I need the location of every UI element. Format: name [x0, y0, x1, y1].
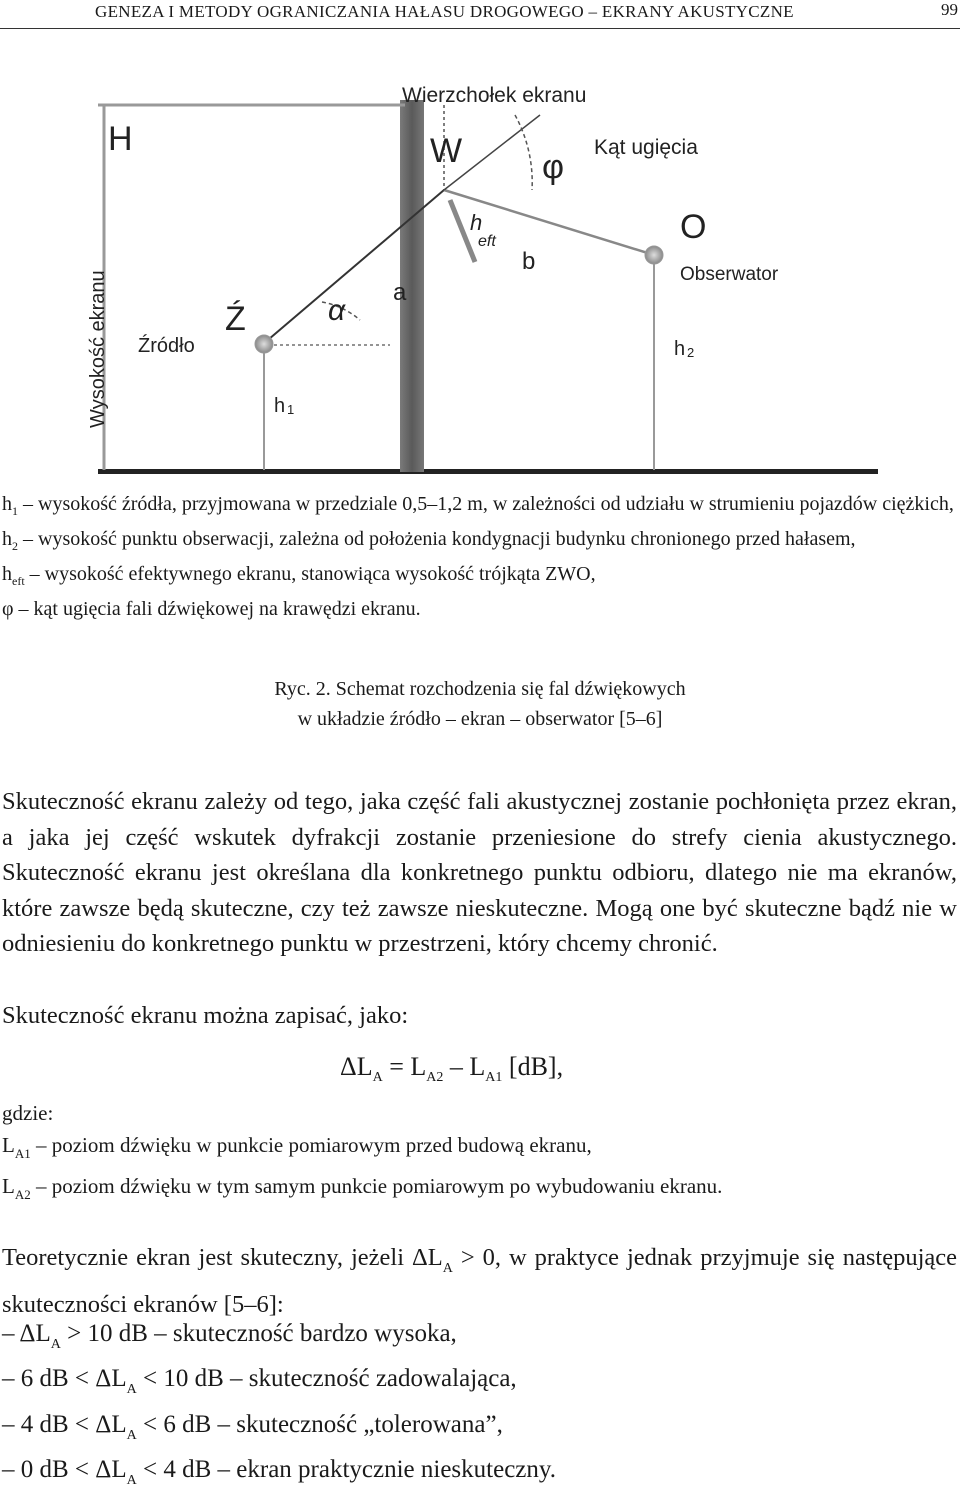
running-header — [0, 0, 960, 30]
list-item: – 6 dB < $\Delta L_A < 10$ dB – skuteczność zadowalająca, — [2, 1365, 517, 1397]
ground-line — [98, 469, 878, 474]
paragraph-theoretical: Teoretycznie ekran jest skuteczny, jeżeli $\Delta L_A > 0$, w praktyce jednak przyjmuje się następujące skuteczności ekranów [5–6]: — [2, 1244, 958, 1318]
paragraph-effectiveness: Skuteczność ekranu zależy od tego, jaka część fali akustycznej zostanie pochłonięta przez ekran, a jaka jej część wskutek dyfrakcji zostanie przeniesione do strefy cienia akustycznego. Skuteczność ekranu jest określana dla konkretnego punktu odbioru, dlatego nie ma ekranów, które zawsze będą skuteczne, czy też zawsze nieskuteczne. Mogą one być skuteczne bądź nie w odniesieniu do konkretnego punktu w przestrzeni, który chcemy chronić. — [2, 788, 957, 957]
observer-point — [645, 246, 663, 264]
label-source: Źródło — [138, 335, 195, 357]
header-rule — [0, 28, 960, 29]
label-alpha: α — [328, 294, 346, 327]
label-H: H — [108, 120, 133, 158]
diagram-svg — [60, 50, 900, 490]
legend-phi: φ – kąt ugięcia fali dźwiękowej na krawędzi ekranu. — [2, 598, 421, 620]
paragraph-formula-intro: Skuteczność ekranu można zapisać, jako: — [2, 1002, 409, 1029]
label-b: b — [522, 248, 536, 275]
label-heft: h — [470, 210, 483, 235]
figure-diagram — [60, 50, 900, 490]
label-observer: Obserwator — [680, 264, 779, 285]
list-item: – 4 dB < $\Delta L_A < 6$ dB – skuteczność „tolerowana”, — [2, 1411, 503, 1443]
defs-gdzie: gdzie: — [2, 1101, 54, 1125]
label-a: a — [393, 279, 407, 306]
label-screen-height: Wysokość ekranu — [87, 270, 109, 428]
def-la1: $L_{A1}$ – poziom dźwięku w punkcie pomiarowym przed budową ekranu, — [2, 1133, 592, 1161]
legend-h2: $h_2$ – wysokość punktu obserwacji, zależna od położenia kondygnacji budynku chronionego przed hałasem, — [2, 528, 856, 553]
label-h1: h — [274, 395, 286, 417]
formula-definitions — [2, 1097, 957, 1211]
label-O: O — [680, 208, 707, 246]
def-la2: $L_{A2}$ – poziom dźwięku w tym samym punkcie pomiarowym po wybudowaniu ekranu. — [2, 1174, 723, 1202]
label-h2: h — [674, 338, 686, 360]
legend-h1: $h_1$ – wysokość źródła, przyjmowana w przedziale 0,5–1,2 m, w zależności od udziału w strumieniu pojazdów ciężkich, — [2, 493, 954, 518]
list-item: – $\Delta L_A > 10$ dB – skuteczność bardzo wysoka, — [2, 1320, 457, 1352]
figure-legend — [2, 490, 957, 623]
label-Z: Ź — [225, 300, 246, 338]
label-phi: φ — [542, 148, 565, 186]
source-point — [255, 335, 273, 353]
legend-heft: $h_{eft}$ – wysokość efektywnego ekranu, stanowiąca wysokość trójkąta ZWO, — [2, 563, 596, 588]
label-heft-sub: eft — [478, 233, 496, 250]
figure-caption-2: w układzie źródło – ekran – obserwator [5–6] — [297, 708, 663, 730]
label-angle: Kąt ugięcia — [594, 136, 698, 159]
label-h1-sub: 1 — [287, 402, 295, 417]
label-top: Wierzchołek ekranu — [402, 84, 587, 107]
page-number: 99 — [941, 0, 958, 19]
figure-caption-1: Ryc. 2. Schemat rozchodzenia się fal dźwiękowych — [274, 678, 686, 700]
label-W: W — [430, 132, 463, 170]
label-h2-sub: 2 — [687, 345, 695, 360]
list-item: – 0 dB < $\Delta L_A < 4$ dB – ekran praktycznie nieskuteczny. — [2, 1456, 557, 1488]
header-title: GENEZA I METODY OGRANICZANIA HAŁASU DROGOWEGO – EKRANY AKUSTYCZNE — [95, 2, 794, 21]
formula-delta-la: $\Delta L_A = L_{A2} - L_{A1}$ [dB], — [340, 1052, 564, 1085]
